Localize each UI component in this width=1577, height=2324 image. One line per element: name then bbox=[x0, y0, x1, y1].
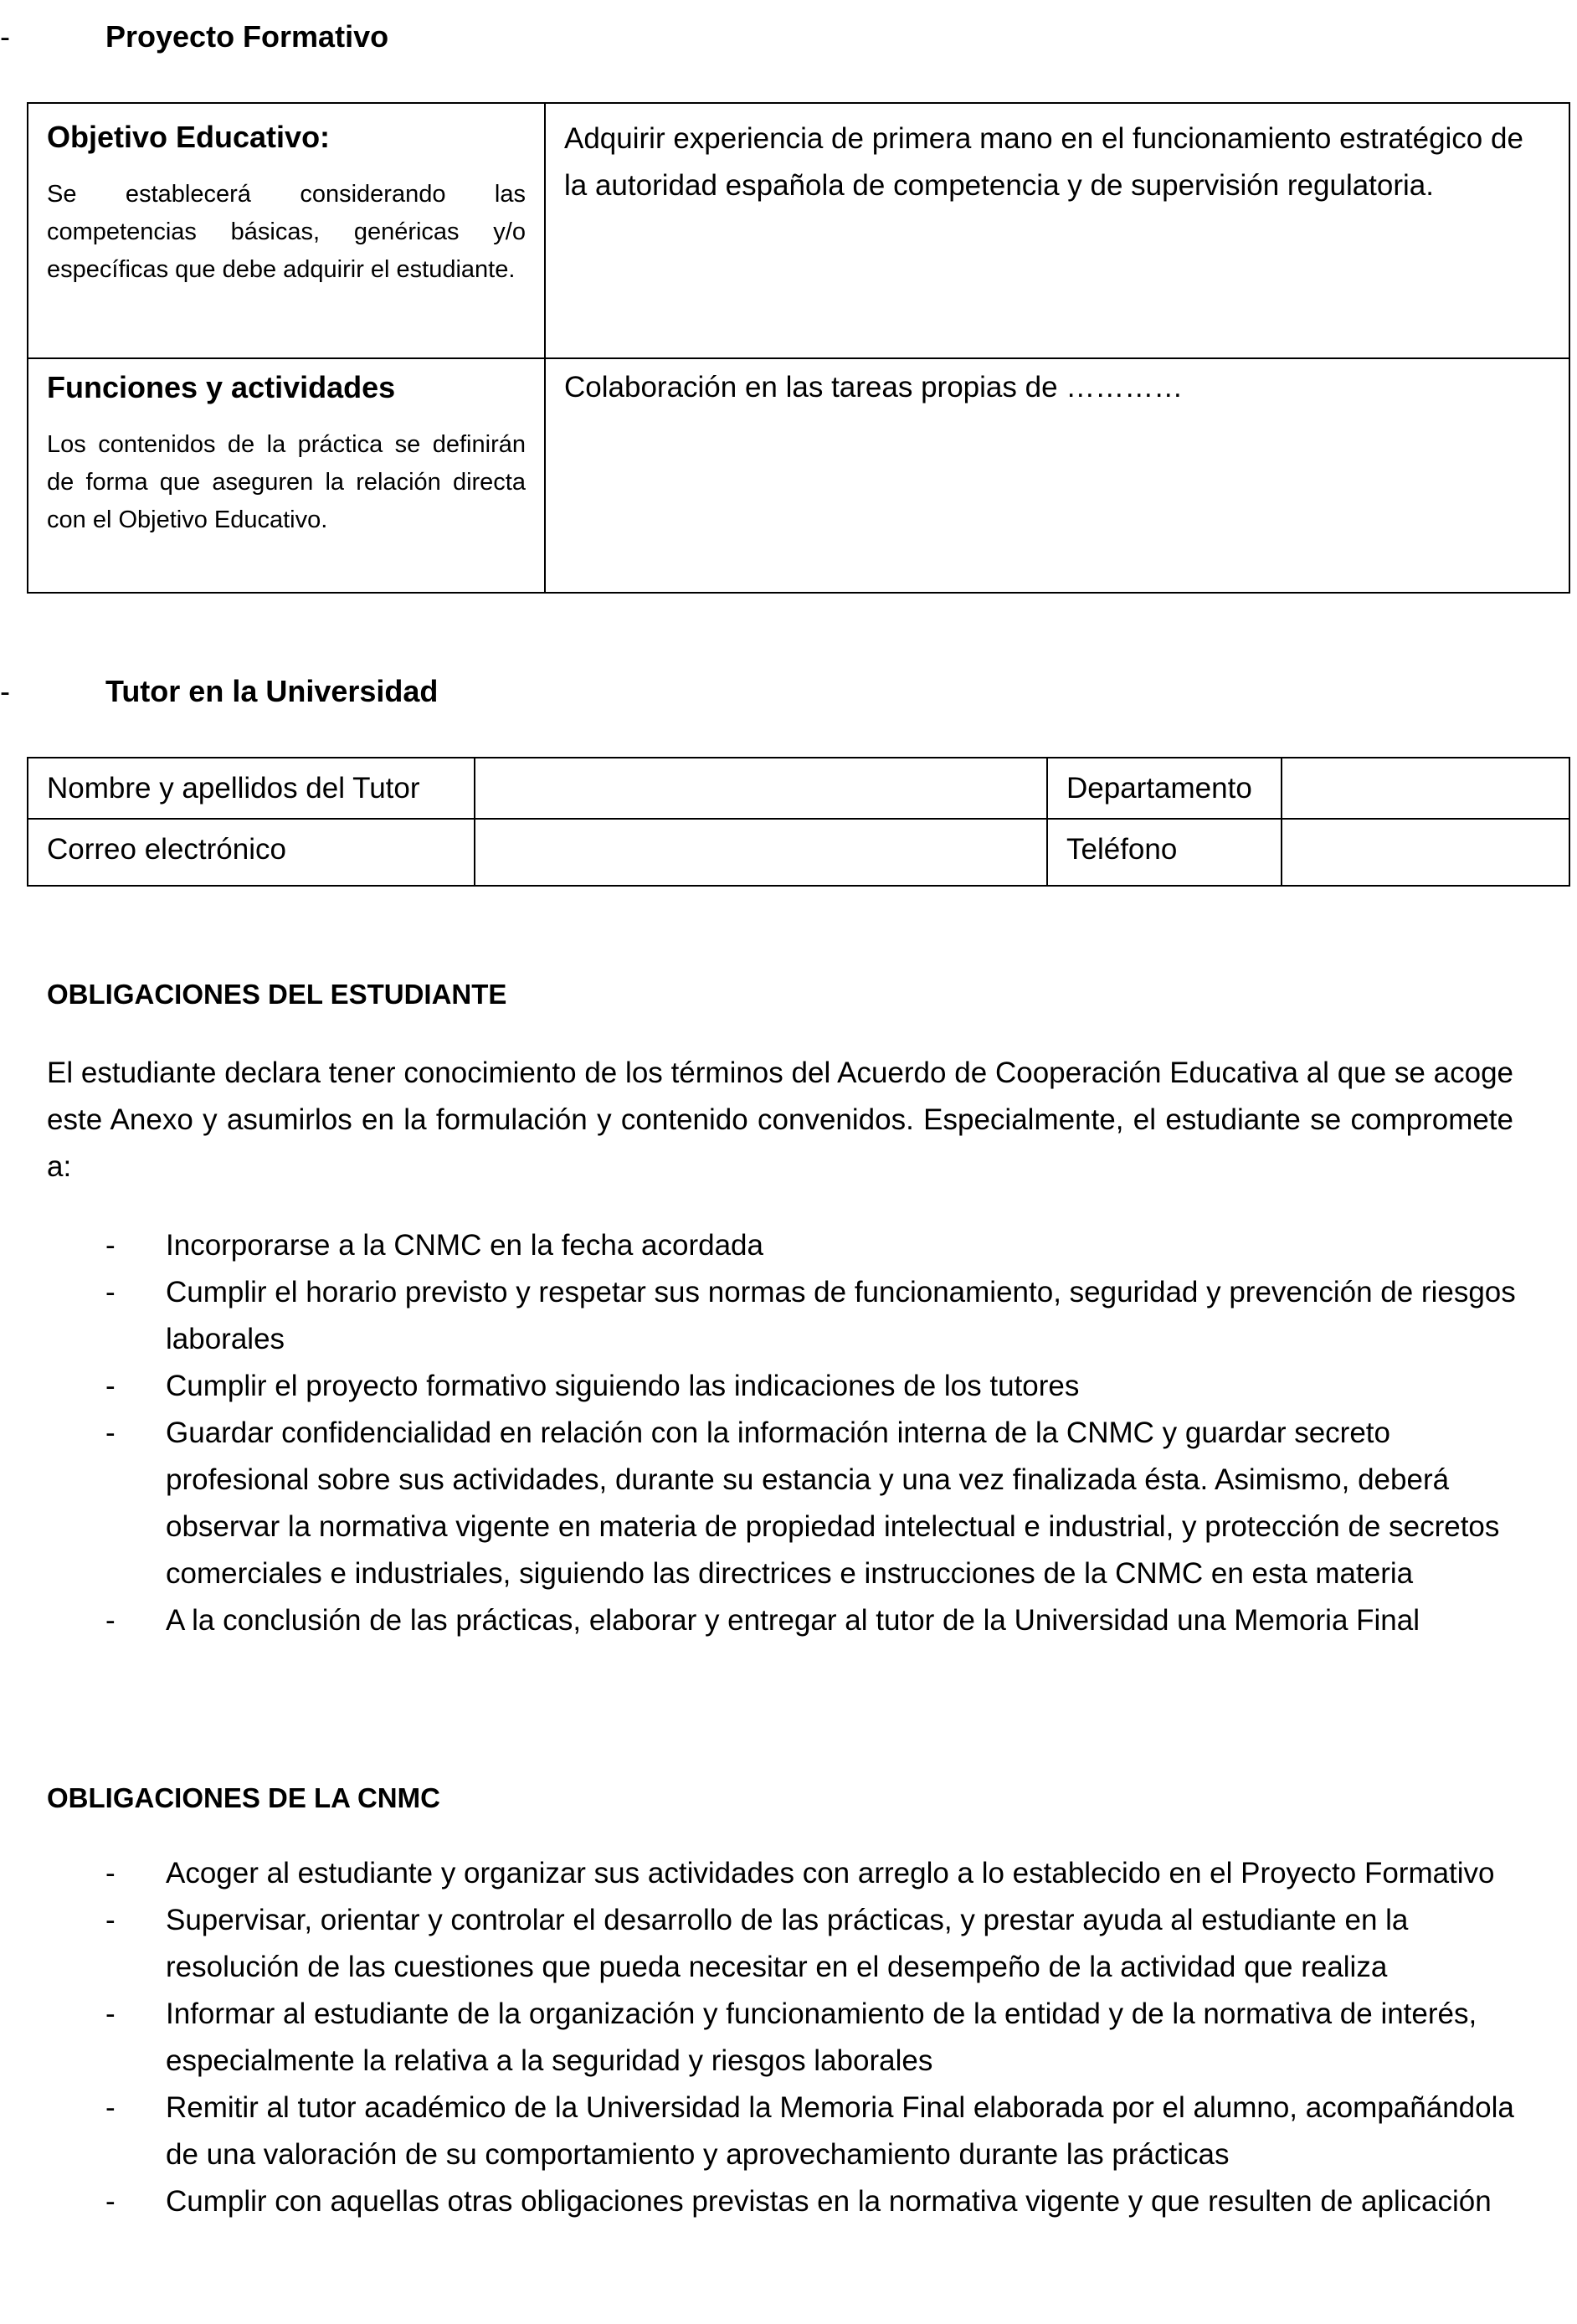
list-item-text: Cumplir el proyecto formativo siguiendo las indicaciones de los tutores bbox=[166, 1370, 1080, 1402]
student-obligations-list bbox=[0, 1222, 1577, 1644]
tutor-name-label-cell bbox=[28, 758, 475, 819]
funciones-actividades-label-cell bbox=[28, 358, 545, 593]
tutor-row-name bbox=[28, 758, 1569, 819]
heading-dash: - bbox=[0, 19, 10, 54]
list-item bbox=[0, 1269, 1577, 1363]
telefono-field[interactable] bbox=[1282, 819, 1569, 886]
email-label: Correo electrónico bbox=[47, 833, 286, 866]
bullet-dash: - bbox=[105, 1904, 116, 1936]
bullet-dash: - bbox=[105, 1229, 116, 1262]
tutor-name-label: Nombre y apellidos del Tutor bbox=[47, 772, 420, 805]
list-item-text: Supervisar, orientar y controlar el desarrollo de las prácticas, y prestar ayuda al estudiante en la resolución de las cuestiones que pueda necesitar en el desempeño de la actividad que realiza bbox=[166, 1904, 1409, 1983]
email-field[interactable] bbox=[475, 819, 1047, 886]
list-item-text: A la conclusión de las prácticas, elaborar y entregar al tutor de la Universidad una Memoria Final bbox=[166, 1604, 1420, 1637]
bullet-dash: - bbox=[105, 1417, 116, 1449]
list-item-text: Remitir al tutor académico de la Universidad la Memoria Final elaborada por el alumno, acompañándola de una valoración de su comportamiento y aprovechamiento durante las prácticas bbox=[166, 2091, 1514, 2171]
heading-dash: - bbox=[0, 674, 10, 708]
objetivo-educativo-title: Objetivo Educativo: bbox=[47, 120, 331, 154]
list-item bbox=[0, 1991, 1577, 2085]
list-item-text: Acoger al estudiante y organizar sus actividades con arreglo a lo establecido en el Proyecto Formativo bbox=[166, 1857, 1495, 1890]
funciones-actividades-value: Colaboración en las tareas propias de ………… bbox=[564, 371, 1184, 404]
proyecto-formativo-table bbox=[27, 102, 1570, 594]
list-item-text: Cumplir el horario previsto y respetar sus normas de funcionamiento, seguridad y prevención de riesgos laborales bbox=[166, 1276, 1516, 1355]
objetivo-educativo-note: Se establecerá considerando las competencias básicas, genéricas y/o específicas que debe adquirir el estudiante. bbox=[47, 181, 526, 283]
departamento-field[interactable] bbox=[1282, 758, 1569, 819]
bullet-dash: - bbox=[105, 1370, 116, 1402]
cnmc-obligations-heading: OBLIGACIONES DE LA CNMC bbox=[47, 1782, 440, 1813]
proyecto-formativo-heading bbox=[0, 18, 389, 55]
bullet-dash: - bbox=[105, 2185, 116, 2218]
objetivo-educativo-label-cell bbox=[28, 103, 545, 358]
objetivo-educativo-value-cell bbox=[545, 103, 1569, 358]
list-item bbox=[0, 1897, 1577, 1991]
departamento-label-cell bbox=[1047, 758, 1282, 819]
departamento-label: Departamento bbox=[1066, 772, 1252, 805]
funciones-actividades-note: Los contenidos de la práctica se definirán de forma que aseguren la relación directa con el Objetivo Educativo. bbox=[47, 431, 526, 533]
tutor-table bbox=[27, 757, 1570, 887]
proyecto-formativo-title: Proyecto Formativo bbox=[105, 19, 389, 54]
list-item-text: Informar al estudiante de la organización y funcionamiento de la entidad y de la normativa de interés, especialmente la relativa a la seguridad y riesgos laborales bbox=[166, 1998, 1477, 2077]
student-obligations-heading: OBLIGACIONES DEL ESTUDIANTE bbox=[47, 979, 507, 1010]
email-label-cell bbox=[28, 819, 475, 886]
list-item-text: Guardar confidencialidad en relación con la información interna de la CNMC y guardar secreto profesional sobre sus actividades, durante su estancia y una vez finalizada ésta. Asimismo, deberá observar la normativa vigente en materia de propiedad intelectual e industrial, y protección de secretos comerciales e industriales, siguiendo las directrices e instrucciones de la CNMC en esta materia bbox=[166, 1417, 1500, 1590]
funciones-actividades-value-cell bbox=[545, 358, 1569, 593]
tutor-universidad-title: Tutor en la Universidad bbox=[105, 674, 439, 708]
cnmc-obligations-list bbox=[0, 1850, 1577, 2225]
funciones-actividades-title: Funciones y actividades bbox=[47, 370, 396, 404]
tutor-universidad-heading bbox=[0, 673, 439, 710]
list-item-text: Cumplir con aquellas otras obligaciones previstas en la normativa vigente y que resulten de aplicación bbox=[166, 2185, 1492, 2218]
objetivo-educativo-row bbox=[28, 103, 1569, 358]
tutor-name-field[interactable] bbox=[475, 758, 1047, 819]
bullet-dash: - bbox=[105, 1857, 116, 1890]
list-item bbox=[0, 1363, 1577, 1410]
telefono-label: Teléfono bbox=[1066, 833, 1178, 866]
tutor-row-contact bbox=[28, 819, 1569, 886]
list-item bbox=[0, 2178, 1577, 2225]
list-item bbox=[0, 1222, 1577, 1269]
bullet-dash: - bbox=[105, 2091, 116, 2124]
list-item bbox=[0, 1410, 1577, 1597]
list-item bbox=[0, 1597, 1577, 1644]
funciones-actividades-row bbox=[28, 358, 1569, 593]
bullet-dash: - bbox=[105, 1276, 116, 1309]
bullet-dash: - bbox=[105, 1998, 116, 2030]
student-obligations-intro: El estudiante declara tener conocimiento de los términos del Acuerdo de Cooperación Educativa al que se acoge este Anexo y asumirlos en la formulación y contenido convenidos. Especialmente, el estudiante se compromete a: bbox=[47, 1057, 1513, 1183]
list-item bbox=[0, 1850, 1577, 1897]
list-item bbox=[0, 2085, 1577, 2178]
objetivo-educativo-value: Adquirir experiencia de primera mano en el funcionamiento estratégico de la autoridad española de competencia y de supervisión regulatoria. bbox=[564, 122, 1523, 202]
telefono-label-cell bbox=[1047, 819, 1282, 886]
list-item-text: Incorporarse a la CNMC en la fecha acordada bbox=[166, 1229, 763, 1262]
bullet-dash: - bbox=[105, 1604, 116, 1637]
